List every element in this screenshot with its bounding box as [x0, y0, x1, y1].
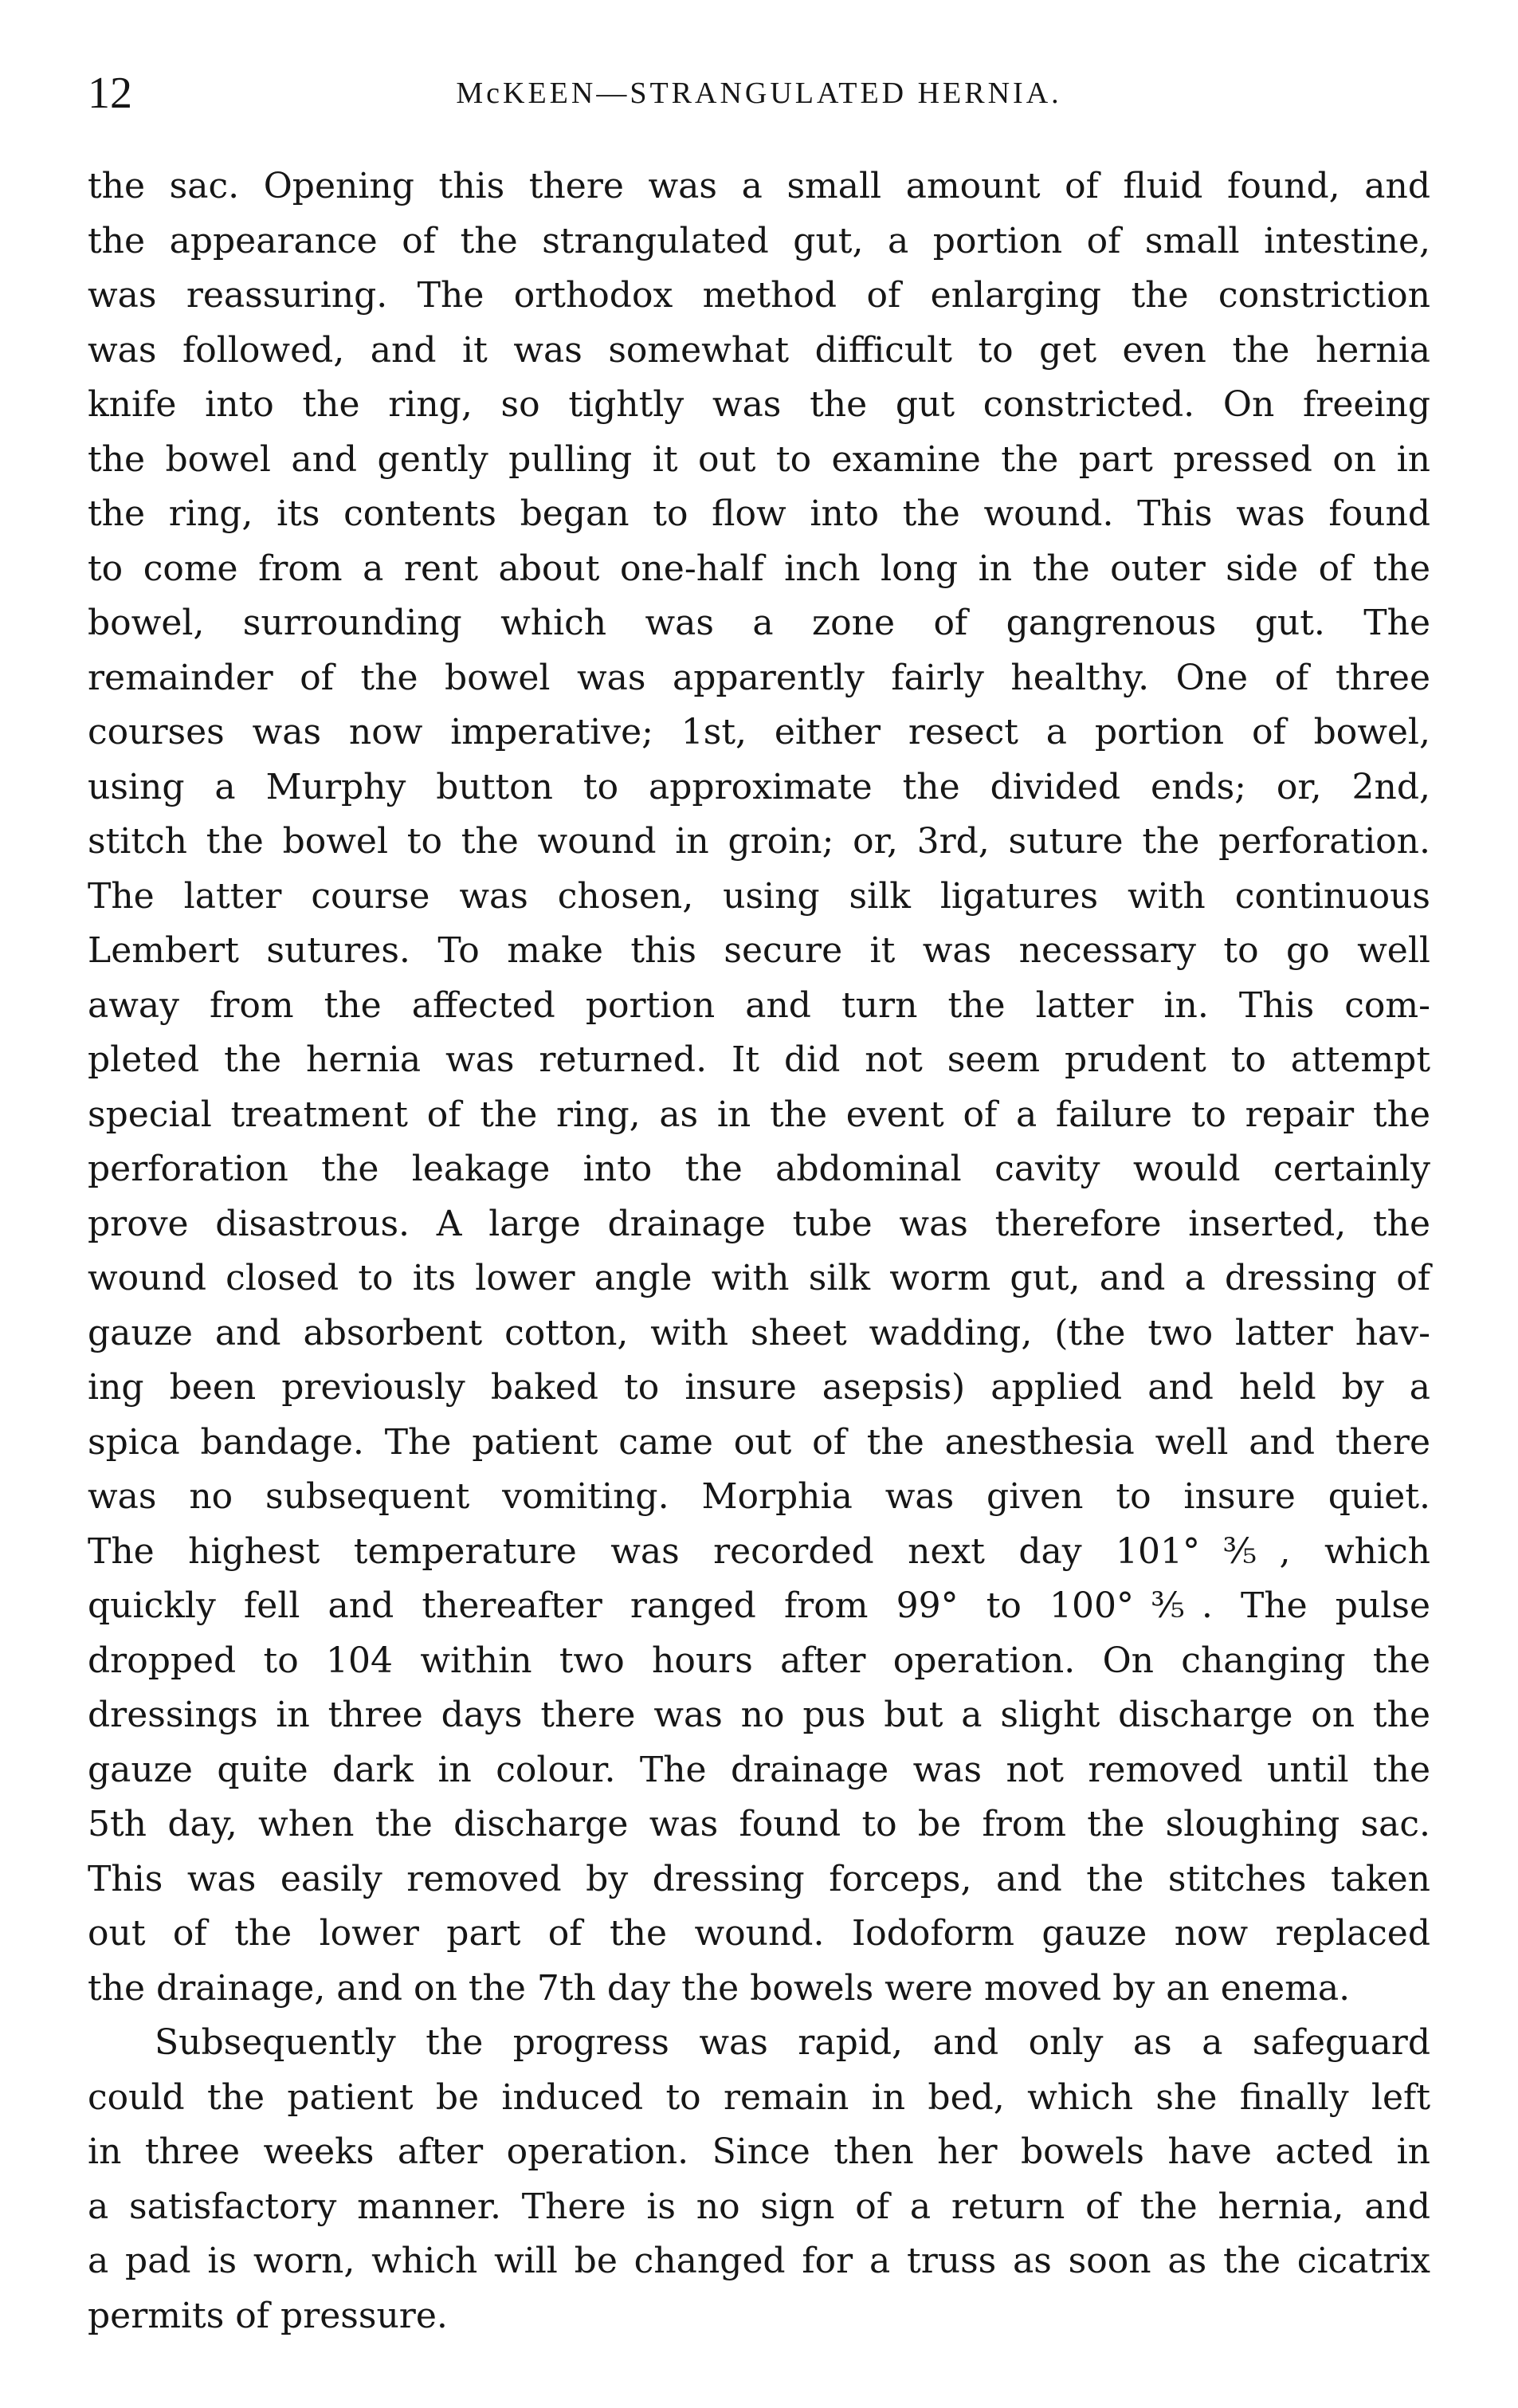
text-line: Subsequently the progress was rapid, and only as a safeguard	[155, 2022, 1430, 2063]
page-number: 12	[88, 69, 132, 118]
text-line: the ring, its contents began to flow into the wound. This was found	[88, 493, 1430, 534]
text-line: spica bandage. The patient came out of the anesthesia well and there	[88, 1421, 1430, 1463]
text-line: could the patient be induced to remain in bed, which she finally left	[88, 2076, 1430, 2118]
text-line: wound closed to its lower angle with silk worm gut, and a dressing of	[88, 1258, 1430, 1298]
text-line: was reassuring. The orthodox method of enlarging the constriction	[88, 275, 1430, 316]
text-line: dressings in three days there was no pus but a slight discharge on the	[88, 1695, 1430, 1735]
text-line: gauze and absorbent cotton, with sheet wadding, (the two latter hav-	[88, 1312, 1430, 1353]
text-line: was no subsequent vomiting. Morphia was given to insure quiet.	[88, 1476, 1430, 1517]
text-line: stitch the bowel to the wound in groin; or, 3rd, suture the perforation.	[88, 821, 1430, 862]
text-line: quickly fell and thereafter ranged from 99° to 100°⅗. The pulse	[88, 1585, 1430, 1626]
text-line: perforation the leakage into the abdominal cavity would certainly	[88, 1149, 1430, 1189]
text-line: to come from a rent about one-half inch long in the outer side of the	[88, 548, 1430, 589]
text-line: 5th day, when the discharge was found to be from the sloughing sac.	[88, 1804, 1430, 1844]
text-line: permits of pressure.	[88, 2295, 448, 2336]
text-line: This was easily removed by dressing forceps, and the stitches taken	[88, 1858, 1430, 1899]
text-line: knife into the ring, so tightly was the gut constricted. On freeing	[88, 384, 1430, 425]
body-text	[88, 159, 1430, 2343]
text-line: remainder of the bowel was apparently fairly healthy. One of three	[88, 657, 1430, 698]
running-title: McKEEN—STRANGULATED HERNIA.	[456, 77, 1062, 110]
text-line: courses was now imperative; 1st, either resect a portion of bowel,	[88, 712, 1430, 752]
text-line: special treatment of the ring, as in the event of a failure to repair the	[88, 1094, 1430, 1135]
text-line: ing been previously baked to insure asepsis) applied and held by a	[88, 1367, 1430, 1408]
running-head	[88, 65, 1430, 121]
text-line: a pad is worn, which will be changed for a truss as soon as the cicatrix	[88, 2241, 1430, 2281]
text-line: Lembert sutures. To make this secure it was necessary to go well	[88, 930, 1430, 971]
text-line: dropped to 104 within two hours after operation. On changing the	[88, 1640, 1430, 1681]
paragraph	[88, 159, 1430, 2016]
text-line: The latter course was chosen, using silk ligatures with continuous	[88, 875, 1430, 917]
text-line: the sac. Opening this there was a small amount of fluid found, and	[88, 166, 1430, 206]
text-line: a satisfactory manner. There is no sign of a return of the hernia, and	[88, 2186, 1430, 2227]
text-line: the appearance of the strangulated gut, a portion of small intestine,	[88, 220, 1430, 261]
text-line: prove disastrous. A large drainage tube was therefore inserted, the	[88, 1203, 1430, 1244]
paragraph	[88, 2016, 1430, 2343]
text-line: bowel, surrounding which was a zone of gangrenous gut. The	[88, 603, 1430, 643]
text-line: in three weeks after operation. Since then her bowels have acted in	[88, 2131, 1430, 2172]
text-line: gauze quite dark in colour. The drainage was not removed until the	[88, 1749, 1430, 1790]
text-line: using a Murphy button to approximate the divided ends; or, 2nd,	[88, 766, 1430, 807]
text-line: the drainage, and on the 7th day the bowels were moved by an enema.	[88, 1967, 1351, 2009]
text-line: pleted the hernia was returned. It did not seem prudent to attempt	[88, 1039, 1430, 1080]
text-line: was followed, and it was somewhat difficult to get even the hernia	[88, 329, 1430, 371]
text-line: The highest temperature was recorded next day 101°⅗, which	[88, 1530, 1430, 1572]
text-line: out of the lower part of the wound. Iodoform gauze now replaced	[88, 1913, 1430, 1954]
text-line: the bowel and gently pulling it out to examine the part pressed on in	[88, 438, 1430, 480]
text-line: away from the affected portion and turn the latter in. This com-	[88, 984, 1430, 1026]
